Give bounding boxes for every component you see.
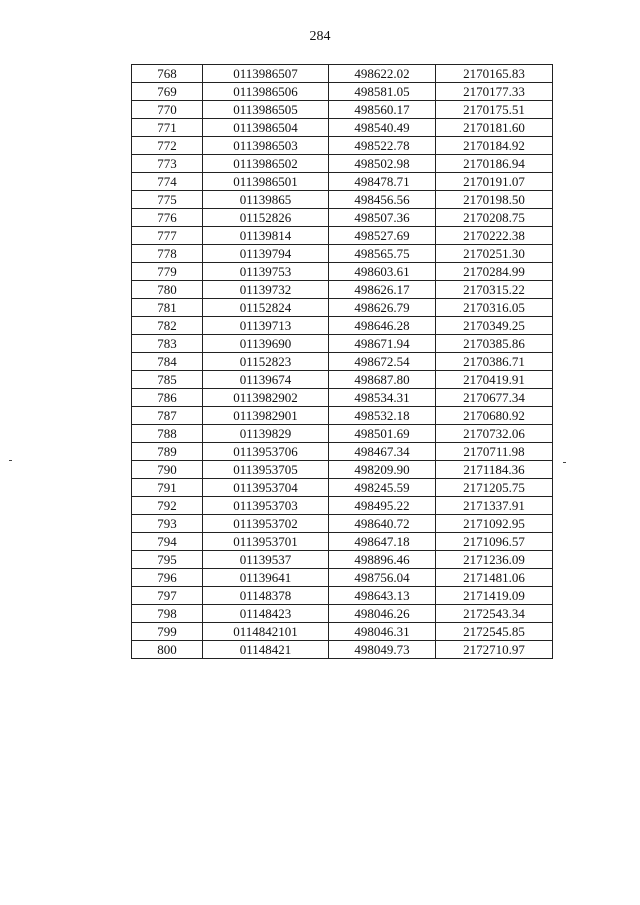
table-row xyxy=(132,65,553,83)
y-coordinate-cell: 2170315.22 xyxy=(436,281,553,299)
point-id-cell: 01152826 xyxy=(203,209,329,227)
table-row xyxy=(132,119,553,137)
table-row xyxy=(132,497,553,515)
table-row xyxy=(132,353,553,371)
y-coordinate-cell: 2170175.51 xyxy=(436,101,553,119)
table-row xyxy=(132,641,553,659)
y-coordinate-cell: 2170186.94 xyxy=(436,155,553,173)
table-row xyxy=(132,425,553,443)
page-number: 284 xyxy=(309,29,331,44)
point-number-cell: 777 xyxy=(132,227,203,245)
table-row xyxy=(132,83,553,101)
y-coordinate-cell: 2171205.75 xyxy=(436,479,553,497)
table-row xyxy=(132,155,553,173)
y-coordinate-cell: 2170222.38 xyxy=(436,227,553,245)
table-row xyxy=(132,173,553,191)
table-row xyxy=(132,371,553,389)
y-coordinate-cell: 2170349.25 xyxy=(436,317,553,335)
point-id-cell: 0113982902 xyxy=(203,389,329,407)
y-coordinate-cell: 2172710.97 xyxy=(436,641,553,659)
x-coordinate-cell: 498209.90 xyxy=(329,461,436,479)
point-id-cell: 01148378 xyxy=(203,587,329,605)
table-row xyxy=(132,263,553,281)
table-row xyxy=(132,515,553,533)
point-number-cell: 769 xyxy=(132,83,203,101)
point-id-cell: 01139732 xyxy=(203,281,329,299)
y-coordinate-cell: 2171184.36 xyxy=(436,461,553,479)
scan-speck xyxy=(9,460,12,461)
x-coordinate-cell: 498527.69 xyxy=(329,227,436,245)
x-coordinate-cell: 498532.18 xyxy=(329,407,436,425)
x-coordinate-cell: 498672.54 xyxy=(329,353,436,371)
table-row xyxy=(132,479,553,497)
point-number-cell: 791 xyxy=(132,479,203,497)
table-row xyxy=(132,407,553,425)
table-row xyxy=(132,533,553,551)
table-row xyxy=(132,389,553,407)
point-id-cell: 0114842101 xyxy=(203,623,329,641)
table-row xyxy=(132,281,553,299)
y-coordinate-cell: 2170165.83 xyxy=(436,65,553,83)
point-id-cell: 01139814 xyxy=(203,227,329,245)
table-row xyxy=(132,551,553,569)
point-id-cell: 0113986507 xyxy=(203,65,329,83)
point-number-cell: 768 xyxy=(132,65,203,83)
x-coordinate-cell: 498502.98 xyxy=(329,155,436,173)
y-coordinate-cell: 2170732.06 xyxy=(436,425,553,443)
table-row xyxy=(132,227,553,245)
x-coordinate-cell: 498626.17 xyxy=(329,281,436,299)
x-coordinate-cell: 498456.56 xyxy=(329,191,436,209)
table-row xyxy=(132,299,553,317)
point-number-cell: 780 xyxy=(132,281,203,299)
point-number-cell: 774 xyxy=(132,173,203,191)
point-id-cell: 01139641 xyxy=(203,569,329,587)
point-id-cell: 01152824 xyxy=(203,299,329,317)
y-coordinate-cell: 2170711.98 xyxy=(436,443,553,461)
x-coordinate-cell: 498640.72 xyxy=(329,515,436,533)
y-coordinate-cell: 2170198.50 xyxy=(436,191,553,209)
point-id-cell: 01139537 xyxy=(203,551,329,569)
y-coordinate-cell: 2172543.34 xyxy=(436,605,553,623)
y-coordinate-cell: 2171236.09 xyxy=(436,551,553,569)
coordinates-table-body xyxy=(132,65,553,659)
point-id-cell: 01148421 xyxy=(203,641,329,659)
point-id-cell: 0113986504 xyxy=(203,119,329,137)
point-number-cell: 783 xyxy=(132,335,203,353)
x-coordinate-cell: 498501.69 xyxy=(329,425,436,443)
y-coordinate-cell: 2170677.34 xyxy=(436,389,553,407)
table-row xyxy=(132,623,553,641)
point-id-cell: 0113953706 xyxy=(203,443,329,461)
x-coordinate-cell: 498046.31 xyxy=(329,623,436,641)
point-id-cell: 01152823 xyxy=(203,353,329,371)
y-coordinate-cell: 2170680.92 xyxy=(436,407,553,425)
x-coordinate-cell: 498534.31 xyxy=(329,389,436,407)
x-coordinate-cell: 498507.36 xyxy=(329,209,436,227)
point-id-cell: 01139794 xyxy=(203,245,329,263)
x-coordinate-cell: 498522.78 xyxy=(329,137,436,155)
x-coordinate-cell: 498049.73 xyxy=(329,641,436,659)
y-coordinate-cell: 2170191.07 xyxy=(436,173,553,191)
point-id-cell: 0113986503 xyxy=(203,137,329,155)
y-coordinate-cell: 2170284.99 xyxy=(436,263,553,281)
point-number-cell: 792 xyxy=(132,497,203,515)
point-number-cell: 788 xyxy=(132,425,203,443)
x-coordinate-cell: 498643.13 xyxy=(329,587,436,605)
point-number-cell: 786 xyxy=(132,389,203,407)
point-id-cell: 01148423 xyxy=(203,605,329,623)
y-coordinate-cell: 2171337.91 xyxy=(436,497,553,515)
point-id-cell: 0113986506 xyxy=(203,83,329,101)
table-row xyxy=(132,137,553,155)
y-coordinate-cell: 2170181.60 xyxy=(436,119,553,137)
x-coordinate-cell: 498622.02 xyxy=(329,65,436,83)
point-number-cell: 782 xyxy=(132,317,203,335)
point-id-cell: 01139753 xyxy=(203,263,329,281)
point-id-cell: 01139713 xyxy=(203,317,329,335)
y-coordinate-cell: 2170386.71 xyxy=(436,353,553,371)
y-coordinate-cell: 2170316.05 xyxy=(436,299,553,317)
point-number-cell: 798 xyxy=(132,605,203,623)
point-number-cell: 795 xyxy=(132,551,203,569)
point-id-cell: 0113986501 xyxy=(203,173,329,191)
point-number-cell: 800 xyxy=(132,641,203,659)
point-id-cell: 0113982901 xyxy=(203,407,329,425)
point-number-cell: 775 xyxy=(132,191,203,209)
point-number-cell: 785 xyxy=(132,371,203,389)
x-coordinate-cell: 498495.22 xyxy=(329,497,436,515)
point-id-cell: 01139829 xyxy=(203,425,329,443)
x-coordinate-cell: 498896.46 xyxy=(329,551,436,569)
point-id-cell: 0113986502 xyxy=(203,155,329,173)
point-id-cell: 0113953703 xyxy=(203,497,329,515)
x-coordinate-cell: 498646.28 xyxy=(329,317,436,335)
scan-speck xyxy=(563,462,566,463)
table-row xyxy=(132,587,553,605)
coordinates-table xyxy=(131,64,553,659)
y-coordinate-cell: 2170184.92 xyxy=(436,137,553,155)
point-number-cell: 799 xyxy=(132,623,203,641)
x-coordinate-cell: 498581.05 xyxy=(329,83,436,101)
point-id-cell: 01139865 xyxy=(203,191,329,209)
point-number-cell: 779 xyxy=(132,263,203,281)
x-coordinate-cell: 498647.18 xyxy=(329,533,436,551)
point-number-cell: 772 xyxy=(132,137,203,155)
y-coordinate-cell: 2170419.91 xyxy=(436,371,553,389)
x-coordinate-cell: 498756.04 xyxy=(329,569,436,587)
point-number-cell: 776 xyxy=(132,209,203,227)
x-coordinate-cell: 498687.80 xyxy=(329,371,436,389)
point-number-cell: 778 xyxy=(132,245,203,263)
point-id-cell: 0113953702 xyxy=(203,515,329,533)
y-coordinate-cell: 2172545.85 xyxy=(436,623,553,641)
x-coordinate-cell: 498478.71 xyxy=(329,173,436,191)
x-coordinate-cell: 498603.61 xyxy=(329,263,436,281)
x-coordinate-cell: 498467.34 xyxy=(329,443,436,461)
y-coordinate-cell: 2170208.75 xyxy=(436,209,553,227)
table-row xyxy=(132,335,553,353)
point-number-cell: 793 xyxy=(132,515,203,533)
point-id-cell: 01139690 xyxy=(203,335,329,353)
x-coordinate-cell: 498245.59 xyxy=(329,479,436,497)
y-coordinate-cell: 2171481.06 xyxy=(436,569,553,587)
point-number-cell: 784 xyxy=(132,353,203,371)
table-row xyxy=(132,605,553,623)
x-coordinate-cell: 498560.17 xyxy=(329,101,436,119)
point-id-cell: 0113953701 xyxy=(203,533,329,551)
point-number-cell: 787 xyxy=(132,407,203,425)
y-coordinate-cell: 2170251.30 xyxy=(436,245,553,263)
x-coordinate-cell: 498626.79 xyxy=(329,299,436,317)
table-row xyxy=(132,209,553,227)
y-coordinate-cell: 2170177.33 xyxy=(436,83,553,101)
x-coordinate-cell: 498046.26 xyxy=(329,605,436,623)
y-coordinate-cell: 2171096.57 xyxy=(436,533,553,551)
point-number-cell: 771 xyxy=(132,119,203,137)
table-row xyxy=(132,245,553,263)
point-number-cell: 794 xyxy=(132,533,203,551)
point-number-cell: 773 xyxy=(132,155,203,173)
point-id-cell: 01139674 xyxy=(203,371,329,389)
point-id-cell: 0113953705 xyxy=(203,461,329,479)
point-id-cell: 0113953704 xyxy=(203,479,329,497)
point-number-cell: 796 xyxy=(132,569,203,587)
table-row xyxy=(132,101,553,119)
y-coordinate-cell: 2171092.95 xyxy=(436,515,553,533)
x-coordinate-cell: 498565.75 xyxy=(329,245,436,263)
table-row xyxy=(132,461,553,479)
table-row xyxy=(132,443,553,461)
x-coordinate-cell: 498671.94 xyxy=(329,335,436,353)
point-number-cell: 770 xyxy=(132,101,203,119)
point-number-cell: 790 xyxy=(132,461,203,479)
point-number-cell: 789 xyxy=(132,443,203,461)
y-coordinate-cell: 2170385.86 xyxy=(436,335,553,353)
table-row xyxy=(132,191,553,209)
x-coordinate-cell: 498540.49 xyxy=(329,119,436,137)
table-row xyxy=(132,317,553,335)
point-number-cell: 781 xyxy=(132,299,203,317)
point-id-cell: 0113986505 xyxy=(203,101,329,119)
table-row xyxy=(132,569,553,587)
point-number-cell: 797 xyxy=(132,587,203,605)
y-coordinate-cell: 2171419.09 xyxy=(436,587,553,605)
